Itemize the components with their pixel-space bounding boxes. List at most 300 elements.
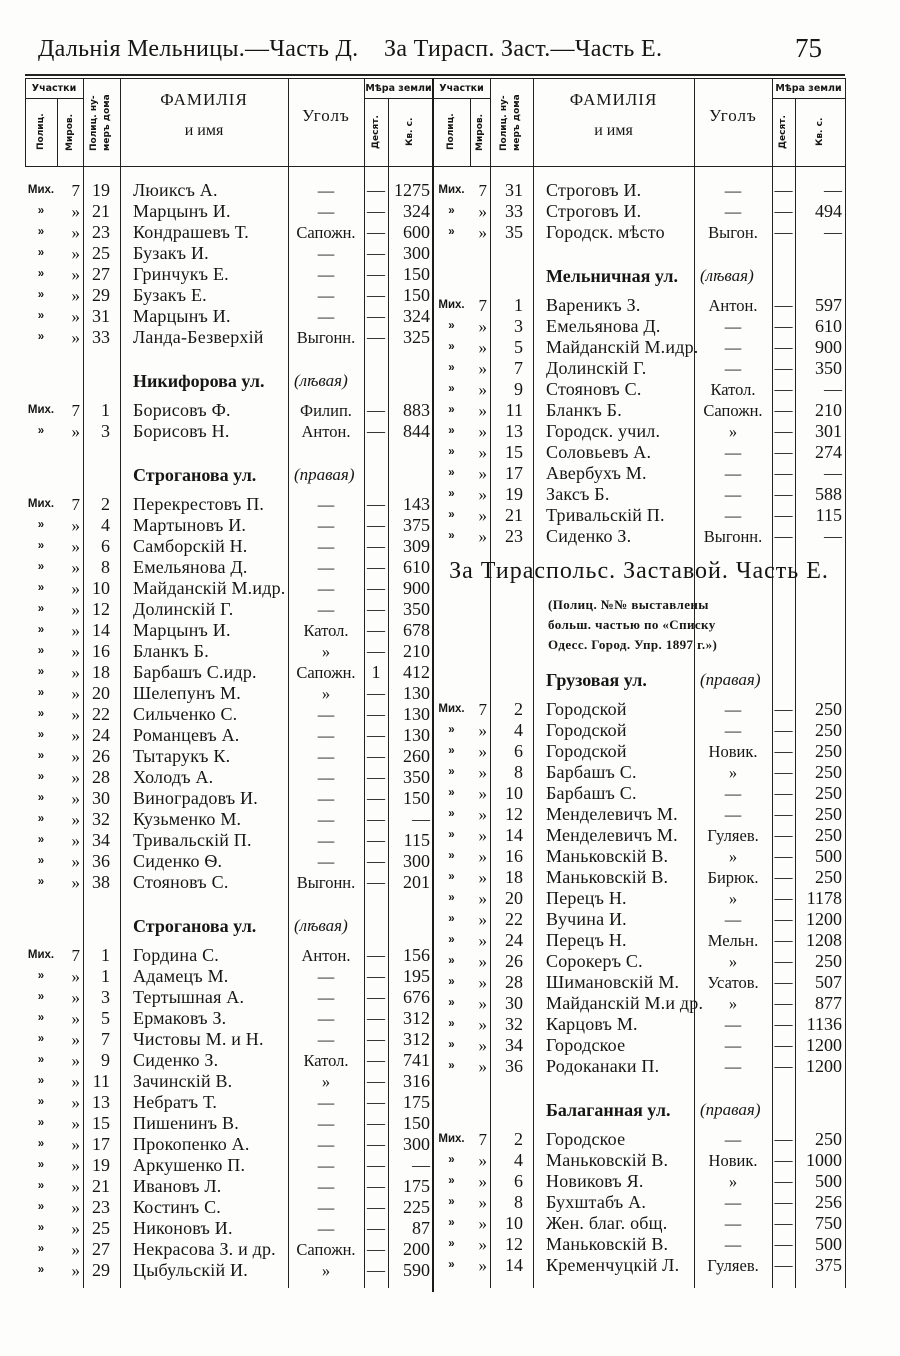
owner-name-cell: Соловьевъ А. [546,442,652,462]
land-sq-sazhen-cell: 507 [815,972,842,992]
land-sq-sazhen-cell: 1178 [806,888,842,908]
house-number-cell: 29 [92,285,110,305]
land-desyatin-cell: — [774,972,793,992]
police-district-cell: » [37,1201,45,1213]
corner-cell: Выгон. [708,223,758,242]
police-district-cell: » [448,530,455,542]
land-sq-sazhen-cell: 130 [403,704,430,724]
running-head-left: Дальнія Мельницы.—Часть Д. [38,36,359,62]
police-district-cell: Мих. [438,703,465,715]
mirov-district-header: Миров. [65,113,75,151]
house-number-cell: 12 [505,1234,523,1254]
land-sq-sazhen-cell: 200 [403,1239,430,1259]
land-sq-sazhen-cell: 316 [403,1071,430,1091]
land-desyatin-cell: — [774,930,793,950]
districts-header: Участки [439,83,484,94]
first-name-header: и имя [594,122,633,139]
mirov-district-cell: » [71,768,80,787]
corner-cell: Выгонн. [296,873,356,892]
table-row [25,830,433,851]
land-sq-sazhen-cell: 610 [403,557,430,577]
police-district-cell: » [448,913,455,925]
mirov-district-cell: » [71,789,80,808]
table-row [433,201,845,222]
house-number-cell: 18 [505,867,523,887]
mirov-district-cell: » [71,516,80,535]
owner-name-cell: Менделевичъ М. [546,825,678,845]
house-number-cell: 5 [514,337,523,357]
districts-underline [433,98,490,99]
corner-cell: — [317,1030,335,1049]
house-number-cell: 2 [514,699,523,719]
police-district-cell: » [37,876,45,888]
police-district-cell: » [448,404,455,416]
land-sq-sazhen-cell: 350 [815,358,842,378]
land-sq-sazhen-cell: 324 [403,306,430,326]
corner-cell: Бирюк. [707,868,759,887]
corner-cell: Сапожн. [703,401,763,420]
land-sq-sazhen-cell: 412 [403,662,430,682]
land-sq-sazhen-cell: 115 [403,830,430,850]
police-district-cell: » [37,991,45,1003]
table-row [433,720,845,741]
land-desyatin-cell: — [367,966,385,986]
land-desyatin-cell: — [774,804,793,824]
table-row [25,599,433,620]
mirov-district-cell: » [478,443,487,462]
house-number-cell: 20 [92,683,110,703]
owner-name-cell: Майданскій М.идр. [133,578,286,598]
owner-name-cell: Менделевичъ М. [546,804,678,824]
table-row [25,1260,433,1281]
table-row [25,987,433,1008]
land-sq-sazhen-cell: 300 [403,1134,430,1154]
land-sq-sazhen-cell: 260 [403,746,430,766]
table-row [433,825,845,846]
owner-name-cell: Аркушенко П. [133,1155,246,1175]
owner-name-cell: Майданскій М.идр. [546,337,699,357]
corner-cell: — [317,726,335,745]
owner-name-cell: Адамецъ М. [133,966,229,986]
mirov-district-cell: » [71,1030,80,1049]
land-desyatin-cell: — [367,243,385,263]
police-district-cell: » [448,1259,455,1271]
table-row [433,1056,845,1077]
table-row [25,400,433,421]
owner-name-cell: Маньковскій В. [546,1234,669,1254]
land-sq-sazhen-cell: 1136 [806,1014,842,1034]
police-district-cell: » [37,855,45,867]
page-number: 75 [795,33,822,63]
corner-cell: » [728,994,738,1013]
street-name: Строганова ул. [133,916,257,936]
land-sq-sazhen-cell: 312 [403,1008,430,1028]
house-number-cell: 21 [92,201,110,221]
land-sq-sazhen-cell: 741 [403,1050,430,1070]
police-district-cell: » [448,892,455,904]
police-district-cell: » [448,850,455,862]
police-district-cell: » [37,708,45,720]
land-sq-sazhen-cell: 678 [403,620,430,640]
mirov-district-cell: » [71,705,80,724]
land-desyatin-cell: — [367,641,385,661]
land-desyatin-cell: — [774,699,793,719]
mirov-district-cell: » [71,286,80,305]
owner-name-cell: Вучина И. [546,909,627,929]
police-district-cell: » [448,362,455,374]
owner-name-cell: Маньковскій В. [546,867,669,887]
section-note-line: больш. частью по «Списку [548,617,716,632]
table-row [433,762,845,783]
house-number-cell: 3 [514,316,523,336]
mirov-district-cell: 7 [71,946,80,965]
table-row [25,1029,433,1050]
mirov-district-cell: » [478,223,487,242]
police-district-cell: » [37,425,45,437]
table-row [433,951,845,972]
owner-name-cell: Борисовъ Ф. [133,400,231,420]
land-sq-sazhen-cell: 312 [403,1029,430,1049]
land-sq-sazhen-cell: 600 [403,222,430,242]
owner-name-cell: Барбашъ С. [546,762,637,782]
police-district-cell: » [37,792,45,804]
house-number-cell: 14 [505,1255,523,1275]
mirov-district-cell: » [478,763,487,782]
house-number-cell: 8 [514,762,523,782]
police-district-cell: » [448,509,455,521]
corner-cell: — [317,831,335,850]
mirov-district-cell: » [71,1240,80,1259]
land-desyatin-cell: — [774,505,793,525]
table-row [433,379,845,400]
land-desyatin-cell: — [367,1239,385,1259]
police-district-cell: » [448,446,455,458]
house-number-cell: 23 [92,222,110,242]
table-row [25,222,433,243]
land-desyatin-cell: — [367,1134,385,1154]
districts-underline [25,98,83,99]
house-number-cell: 3 [101,421,110,441]
table-row [25,872,433,893]
land-desyatin-cell: — [774,825,793,845]
corner-cell: — [724,1235,742,1254]
owner-name-cell: Некрасова З. и др. [133,1239,276,1259]
corner-cell: — [317,852,335,871]
land-sq-sazhen-cell: 256 [815,1192,842,1212]
land-desyatin-cell: — [367,1050,385,1070]
mirov-district-cell: » [71,244,80,263]
corner-cell: Новик. [708,1151,758,1170]
street-name: Грузовая ул. [546,670,647,690]
table-row [433,804,845,825]
land-desyatin-cell: — [367,788,385,808]
corner-cell: » [321,642,331,661]
land-sq-sazhen-cell: 150 [403,788,430,808]
land-desyatin-cell: — [774,400,793,420]
land-underline [364,98,433,99]
table-row [25,1113,433,1134]
land-desyatin-cell: — [774,201,793,221]
land-desyatin-cell: — [367,327,385,347]
police-district-cell: Мих. [27,498,55,510]
house-number-cell: 14 [92,620,110,640]
house-number-cell: 30 [505,993,523,1013]
land-desyatin-cell: — [367,1197,385,1217]
table-row [433,358,845,379]
land-sq-sazhen-cell: 250 [815,951,842,971]
owner-name-cell: Гринчукъ Е. [133,264,229,284]
police-district-cell: » [448,1196,455,1208]
owner-name-cell: Сиденко З. [133,1050,219,1070]
land-desyatin-cell: — [367,1113,385,1133]
land-sq-sazhen-cell: 494 [815,201,842,221]
mirov-district-cell: » [71,422,80,441]
owner-name-cell: Маньковскій В. [546,846,669,866]
table-row [433,909,845,930]
table-row [25,746,433,767]
corner-cell: Сапожн. [296,663,356,682]
house-number-cell: 18 [92,662,110,682]
land-desyatin-cell: — [367,809,385,829]
street-side: (правая) [700,670,761,689]
police-district-cell: » [448,829,455,841]
police-district-cell: » [448,787,455,799]
mirov-district-cell: » [71,579,80,598]
mirov-district-cell: » [478,359,487,378]
house-number-cell: 19 [505,484,523,504]
table-row [433,316,845,337]
land-desyatin-cell: — [367,306,385,326]
house-number-cell: 32 [505,1014,523,1034]
land-sq-sazhen-cell: — [412,1155,430,1175]
mirov-district-cell: » [478,1057,487,1076]
house-number-cell: 25 [92,1218,110,1238]
house-number-cell: 14 [505,825,523,845]
house-number-cell: 24 [505,930,523,950]
owner-name-cell: Долинскій Г. [133,599,234,619]
police-district-cell: » [448,934,455,946]
land-sq-sazhen-cell: 1200 [806,909,842,929]
land-desyatin-cell: — [367,557,385,577]
owner-name-cell: Сиденко З. [546,526,632,546]
land-sq-sazhen-cell: 676 [403,987,430,1007]
house-number-cell: 10 [505,1213,523,1233]
house-number-cell: 23 [92,1197,110,1217]
table-row [25,557,433,578]
police-district-cell: » [448,724,455,736]
table-row [25,966,433,987]
table-row [433,783,845,804]
house-number-cell: 13 [92,1092,110,1112]
table-row [433,505,845,526]
land-sq-sazhen-cell: 500 [815,1234,842,1254]
street-name: Балаганная ул. [546,1100,671,1120]
land-desyatin-cell: — [774,358,793,378]
land-desyatin-cell: — [367,515,385,535]
land-sq-sazhen-cell: 195 [403,966,430,986]
police-district-cell: » [37,226,45,238]
owner-name-cell: Вареникъ З. [546,295,641,315]
corner-cell: » [321,684,331,703]
land-desyatin-cell: — [367,536,385,556]
mirov-district-cell: 7 [71,401,80,420]
house-number-cell: 25 [92,243,110,263]
police-district-cell: » [448,1039,455,1051]
owner-name-cell: Чистовы М. и Н. [133,1029,264,1049]
owner-name-cell: Городской [546,699,627,719]
mirov-district-cell: » [478,1015,487,1034]
corner-cell: — [317,181,335,200]
owner-name-cell: Бланкъ Б. [546,400,622,420]
corner-cell: — [317,988,335,1007]
owner-name-cell: Емельянова Д. [546,316,661,336]
police-district-cell: » [448,808,455,820]
land-desyatin-cell: — [367,494,385,514]
house-number-cell: 19 [92,1155,110,1175]
mirov-district-cell: » [71,1261,80,1280]
owner-name-cell: Ланда-Безверхій [133,327,264,347]
corner-cell: » [728,889,738,908]
land-desyatin-cell: — [367,201,385,221]
mirov-district-cell: » [478,1193,487,1212]
owner-name-cell: Перецъ Н. [546,888,627,908]
owner-name-cell: Сиденко Ѳ. [133,851,223,871]
table-row [433,1171,845,1192]
land-sq-sazhen-cell: 1275 [394,180,430,200]
mirov-district-cell: » [478,931,487,950]
land-desyatin-cell: — [367,1218,385,1238]
land-desyatin-cell: — [367,400,385,420]
land-desyatin-cell: — [367,1155,385,1175]
police-district-cell: » [37,310,45,322]
police-district-cell: Мих. [27,184,55,196]
land-desyatin-cell: — [774,846,793,866]
owner-name-cell: Сорокеръ С. [546,951,643,971]
corner-cell: — [317,244,335,263]
land-desyatin-cell: — [367,872,385,892]
owner-name-cell: Строговъ И. [546,201,642,221]
police-district-cell: » [37,750,45,762]
police-district-cell: Мих. [438,184,465,196]
corner-cell: — [317,516,335,535]
land-sq-sazhen-cell: 250 [815,783,842,803]
corner-cell: — [724,317,742,336]
house-number-cell: 13 [505,421,523,441]
house-number-cell: 21 [92,1176,110,1196]
mirov-district-cell: » [71,621,80,640]
owner-name-cell: Никоновъ И. [133,1218,233,1238]
land-desyatin-cell: — [774,888,793,908]
owner-name-cell: Костинъ С. [133,1197,221,1217]
land-desyatin-cell: — [774,1014,793,1034]
land-desyatin-cell: — [774,180,793,200]
table-row [433,222,845,243]
land-desyatin-cell: — [774,484,793,504]
land-sq-sazhen-cell: 590 [403,1260,430,1280]
mirov-district-cell: » [478,401,487,420]
land-desyatin-cell: — [367,1260,385,1280]
owner-name-cell: Романцевъ А. [133,725,240,745]
land-desyatin-cell: — [367,683,385,703]
land-sq-sazhen-cell: 175 [403,1176,430,1196]
land-desyatin-cell: — [774,1035,793,1055]
owner-name-cell: Тривальскій П. [546,505,665,525]
land-desyatin-cell: — [774,379,793,399]
street-heading [25,362,433,400]
corner-cell: — [317,705,335,724]
land-desyatin-cell: — [774,762,793,782]
mirov-district-cell: » [71,810,80,829]
table-row [25,1092,433,1113]
house-number-cell: 17 [92,1134,110,1154]
land-desyatin-cell: — [367,945,385,965]
corner-cell: — [724,1193,742,1212]
police-district-cell: » [37,247,45,259]
column-rule [845,78,846,1288]
police-district-cell: » [37,561,45,573]
house-number-header: Полиц. ну-меръ дома [499,94,522,152]
owner-name-cell: Городской [546,741,627,761]
land-desyatin-cell: — [774,909,793,929]
owner-name-cell: Шелепунъ М. [133,683,241,703]
mirov-district-cell: » [71,1177,80,1196]
corner-cell: — [317,1009,335,1028]
table-row [25,515,433,536]
house-number-cell: 1 [101,966,110,986]
table-row [433,442,845,463]
police-district-cell: » [448,1018,455,1030]
land-desyatin-cell: — [367,851,385,871]
mirov-district-cell: » [478,784,487,803]
land-measure-header: Мѣра земли [775,83,842,94]
land-desyatin-cell: — [367,704,385,724]
right-table-body [433,180,845,1276]
house-number-cell: 9 [514,379,523,399]
land-measure-header: Мѣра земли [365,83,432,94]
house-number-cell: 21 [505,505,523,525]
mirov-district-cell: » [71,642,80,661]
land-sq-sazhen-cell: 130 [403,725,430,745]
table-row [25,1239,433,1260]
land-desyatin-cell: — [367,830,385,850]
section-note [433,595,845,655]
table-row [25,683,433,704]
mirov-district-cell: » [71,202,80,221]
first-name-header: и имя [184,122,224,139]
mirov-district-cell: » [71,1093,80,1112]
land-sq-sazhen-cell: 877 [815,993,842,1013]
mirov-district-cell: » [71,1198,80,1217]
owner-name-cell: Жен. благ. общ. [546,1213,668,1233]
house-number-cell: 29 [92,1260,110,1280]
land-desyatin-cell: — [367,264,385,284]
mirov-district-cell: » [71,1219,80,1238]
owner-name-cell: Кондрашевъ Т. [133,222,249,242]
corner-cell: — [724,202,742,221]
owner-name-cell: Гордина С. [133,945,220,965]
corner-cell: — [724,485,742,504]
house-number-cell: 20 [505,888,523,908]
land-desyatin-cell: 1 [371,662,381,682]
corner-cell: » [321,1261,331,1280]
mirov-district-cell: » [71,684,80,703]
surname-header: ФАМИЛІЯ [160,90,248,109]
police-district-cell: » [37,624,45,636]
table-row [25,264,433,285]
house-number-cell: 7 [101,1029,110,1049]
owner-name-cell: Мартыновъ И. [133,515,247,535]
police-district-cell: » [37,1033,45,1045]
